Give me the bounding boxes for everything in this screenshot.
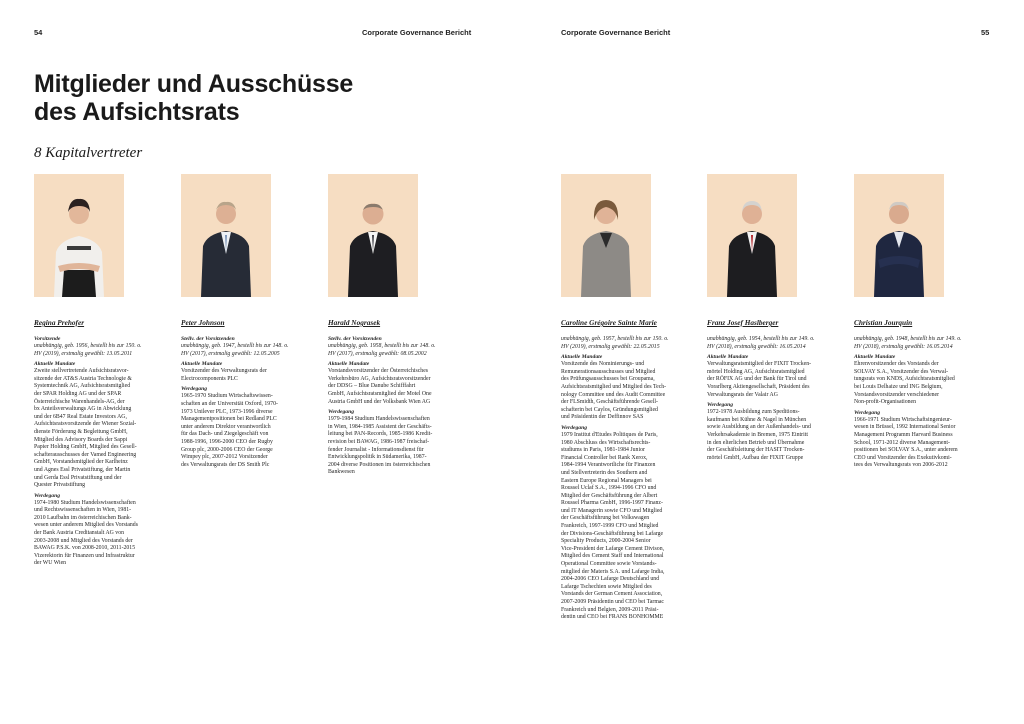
text-line: dentin und CEO bei FRANS BONHOMME [561,614,664,621]
text-line: Remunerationsausschusses und Mitglied [561,368,656,375]
member-portrait [707,174,797,297]
text-line: Systemtechnik AG, Aufsichtsratsmitglied [34,383,131,390]
member-name: Franz Josef Haslberger [707,318,779,327]
page-number-right: 55 [981,28,990,37]
member-card [34,174,146,571]
career-heading: Werdegang [561,424,587,431]
career-heading: Werdegang [328,409,354,416]
text-line: Vorsitzende des Nominierungs- und [561,361,645,368]
text-line: Mitglied des Cement Staff und International [561,553,664,560]
career-heading: Werdegang [854,409,880,416]
text-line: der DDSG – Blue Danube Schifffahrt [328,383,416,390]
member-meta [561,336,673,351]
member-role: Stellv. der Vorsitzenden [328,336,382,342]
text-line: nology Committee und des Audit Committee [561,391,666,398]
text-line: Entwicklungspolitik in Südamerika, 1987- [328,454,427,461]
mandates-text [854,361,966,407]
text-line: Roussel Uclaf S.A., 1994-1996 CFO und [561,485,657,492]
career-text [34,500,146,568]
text-line: in den elterlichen Betrieb und Übernahme [707,439,805,446]
text-line: Bankwesen [328,469,355,476]
mandates-text [328,368,440,406]
portrait-figure [707,174,797,297]
meta-line: HV (2017), erstmalig gewählt: 12.05.2005 [181,350,280,357]
text-line: positionen bei SOLVAY S.A., unter anderem [854,447,958,454]
text-line: Non-profit-Organisationen [854,399,917,406]
career-text [181,393,293,469]
text-line: Verwaltungsratsmitglied der FIXIT Trocken- [707,361,812,368]
text-line: Mitglied der Geschäftsführung der Albert [561,492,658,499]
member-card [181,174,293,472]
meta-line: unabhängig, geb. 1957, bestellt bis zur 150. o. [561,336,669,342]
portrait-figure [181,174,271,297]
page-title-line2: des Aufsichtsrats [34,98,240,126]
member-card [561,174,673,625]
text-line: des Verwaltungsrats der DS Smith Plc [181,461,270,468]
text-line: Vorarlberg Aktiengesellschaft, Präsident des [707,383,810,390]
meta-line: unabhängig, geb. 1947, bestellt bis zur 148. o. [181,343,289,349]
mandates-text [34,368,146,490]
text-line: Österreichische Warenhandels-AG, der [34,398,125,405]
career-heading: Werdegang [707,402,733,409]
member-name: Regina Prehofer [34,318,85,327]
text-line: der Bank Austria Creditanstalt AG von [34,530,124,537]
mandates-heading: Aktuelle Mandate [34,361,76,368]
text-line: mitglied der Materis S.A. und Lafarge India, [561,568,665,575]
text-line: leitung bei PAN-Records, 1985-1986 Kredit- [328,431,433,438]
mandates-text [707,361,819,399]
meta-line: HV (2018), erstmalig gewählt: 16.05.2014 [707,343,806,350]
text-line: der FLSmidth, Geschäftsführende Gesell- [561,399,658,406]
meta-line: HV (2017), erstmalig gewählt: 08.05.2002 [328,350,427,357]
text-line: GmbH, Aufsichtsratsmitglied der Motel One [328,390,432,397]
text-line: Aufsichtsratsvorsitzende der Wiener Sozial- [34,421,137,428]
text-line: 2007-2009 Präsidentin und CEO bei Tarmac [561,599,665,605]
text-line: 2010 Laufbahn im österreichischen Bank- [34,514,132,521]
text-line: 1980 Abschluss des Wirtschaftsrechts- [561,439,651,446]
text-line: School, 1971-2012 diverse Management- [854,439,950,446]
text-line: mörtel GmbH, Aufbau der FIXIT Gruppe [707,454,804,461]
text-line: Verkehrsakademie in Bremen, 1975 Eintritt [707,431,808,438]
text-line: Vorsitzender des Verwaltungsrats der [181,368,267,375]
portrait-figure [328,174,418,297]
page-title-line1: Mitglieder und Ausschüsse [34,70,354,98]
text-line: der Geschäftsleitung der HASIT Trocken- [707,447,805,454]
text-line: BAWAG P.S.K. von 2008-2010, 2011-2015 [34,545,136,552]
text-line: in Wien, 1984-1985 Assistent der Geschäfts- [328,423,432,430]
meta-line: HV (2019), erstmalig gewählt: 22.05.2015 [561,343,660,350]
text-line: wesen unter anderem Mitglied des Vorstands [34,522,138,529]
text-line: unter anderem Direktor verantwortlich [181,423,271,430]
text-line: 1972-1978 Ausbildung zum Speditions- [707,409,800,416]
text-line: und Gerda Essl Privatstiftung und der [34,474,122,481]
text-line: Frankreich und Belgien, 2009-2011 Präsi- [561,606,659,613]
text-line: 1965-1970 Studium Wirtschaftswissen- [181,393,273,400]
member-portrait [328,174,418,297]
text-line: schaften an der Universität Oxford, 1970- [181,400,278,407]
text-line: Aufsichtsratsmitglied und Mitglied des Tech- [561,383,667,390]
text-line: Vorstandsvorsitzender der Österreichisches [328,368,429,375]
mandates-heading: Aktuelle Mandate [854,354,896,361]
text-line: Operational Committee sowie Vorstands- [561,561,657,568]
text-line: für das Dach- und Ziegelgeschäft von [181,431,269,438]
text-line: Electrocomponents PLC [181,375,238,382]
career-text [561,432,673,622]
text-line: SOLVAY S.A., Vorsitzender des Verwal- [854,368,949,375]
career-text [707,409,819,462]
text-line: und der 6B47 Real Estate Investors AG, [34,413,127,420]
text-line: studiums in Paris, 1981-1984 Junior [561,447,645,454]
portrait-figure [561,174,651,297]
text-line: Vorstandsvorsitzender verschiedener [854,391,940,398]
text-line: und Agnes Essl Privatstiftung, der Martin [34,466,131,473]
text-line: dienste Förderung & Begleitung GmbH, [34,428,128,435]
text-line: Verkehrsbüro AG, Aufsichtsratsvorsitzender [328,375,431,382]
text-line: Wimpey plc, 2007-2012 Vorsitzender [181,454,268,461]
mandates-heading: Aktuelle Mandate [561,354,603,361]
member-name: Harald Nograsek [328,318,381,327]
member-role: Vorsitzende [34,336,61,342]
running-header-left: Corporate Governance Bericht [362,28,472,37]
text-line: sitzende der AT&S Austria Technologie & [34,375,132,382]
text-line: Vizerektorin für Finanzen und Infrastruktur [34,552,135,559]
member-portrait [561,174,651,297]
text-line: bx Anteilsverwaltungs AG in Abwicklung [34,406,132,413]
text-line: 1979-1984 Studium Handelswissenschaften [328,416,430,423]
text-line: der WU Wien [34,560,67,567]
member-name: Caroline Grégoire Sainte Marie [561,318,657,327]
text-line: Roussel Pharma GmbH, 1996-1997 Finanz- [561,500,663,507]
text-line: Management Programm Harvard Business [854,431,953,438]
meta-line: unabhängig, geb. 1958, bestellt bis zur 148. o. [328,343,436,349]
text-line: Ehrenvorsitzender des Vorstands der [854,361,939,368]
mandates-heading: Aktuelle Mandate [328,361,370,368]
text-line: 1979 Institut d'Etudes Politiques de Paris, [561,431,658,438]
text-line: Frankreich, 1997-1999 CFO und Mitglied [561,523,659,530]
text-line: revision bei BAWAG, 1986-1987 freischaf- [328,438,430,445]
member-role: Stellv. der Vorsitzenden [181,336,235,342]
member-card [328,174,440,480]
mandates-heading: Aktuelle Mandate [707,354,749,361]
text-line: Quester Privatstiftung [34,482,86,489]
career-heading: Werdegang [34,492,60,499]
page-title [34,70,534,126]
member-portrait [181,174,271,297]
member-meta [854,336,966,351]
text-line: 1973 Unilever PLC, 1973-1996 diverse [181,408,273,415]
text-line: Mitglied des Advisory Boards der Sappi [34,436,128,443]
career-text [854,417,966,470]
text-line: und Stellvertreterin des Southern and [561,469,648,476]
text-line: schafterin bei Caylos, Gründungsmitglied [561,406,658,413]
text-line: 1966-1971 Studium Wirtschaftsingenieur- [854,416,952,423]
text-line: 1974-1980 Studium Handelswissenschaften [34,499,136,506]
text-line: tungsrats von KNDS, Aufsichtsratsmitglied [854,376,955,383]
text-line: der SPAR Holding AG und der SPAR [34,390,122,397]
text-line: der Geschäftsführung bei Volkswagen [561,515,650,522]
text-line: des Prüfungsausschusses bei Groupama, [561,376,655,383]
text-line: und Rechtswissenschaften in Wien, 1981- [34,507,132,514]
text-line: und Präsidentin der Deffinnov SAS [561,414,644,421]
text-line: 2004 diverse Positionen im österreichischen [328,461,431,468]
text-line: der RÖFIX AG und der Bank für Tirol und [707,376,807,383]
section-subtitle: 8 Kapitalvertreter [34,145,143,161]
career-heading: Werdegang [181,386,207,393]
member-meta [34,343,146,358]
page-number-left: 54 [34,28,43,37]
member-meta [181,343,293,358]
text-line: tees des Verwaltungsrats von 2006-2012 [854,462,948,469]
career-text [328,416,440,477]
meta-line: unabhängig, geb. 1956, bestellt bis zur 150. o. [34,343,142,349]
member-meta [328,343,440,358]
member-portrait [34,174,124,297]
text-line: fender Journalist - Informationsdienst für [328,446,424,453]
text-line: Financial Controller bei Rank Xerox, [561,454,648,461]
mandates-text [561,361,673,422]
text-line: Eastern Europe Regional Managers bei [561,477,652,484]
text-line: bei Louis Delhaize und ING Belgium, [854,383,943,390]
text-line: Group plc, 2000-2006 CEO der George [181,446,273,453]
mandates-text [181,368,293,383]
member-name: Christian Jourquin [854,318,913,327]
text-line: Verwaltungsrats der Valair AG [707,391,778,398]
meta-line: HV (2019), erstmalig gewählt: 13.05.2011 [34,350,133,357]
text-line: 2004-2006 CEO Lafarge Deutschland und [561,576,660,583]
text-line: mörtel Holding AG, Aufsichtsratsmitglied [707,368,805,375]
text-line: wesen in Brüssel, 1992 International Senior [854,424,956,431]
text-line: CEO und Vorsitzender des Exekutivkomi- [854,454,952,461]
running-header-right: Corporate Governance Bericht [561,28,671,37]
text-line: 2003-2008 und Mitglied des Vorstands der [34,537,133,544]
text-line: Vice-President der Lafarge Cement Divison, [561,545,665,552]
text-line: Papier Holding GmbH, Mitglied des Gesell- [34,444,137,451]
meta-line: HV (2018), erstmalig gewählt: 16.05.2014 [854,343,953,350]
portrait-figure [854,174,944,297]
text-line: der Divisions-Geschäftsführung bei Lafarge [561,530,664,537]
text-line: 1984-1994 Verantwortliche für Finanzen [561,462,656,469]
member-meta [707,336,819,351]
portrait-figure [34,174,124,297]
text-line: Vorstands der German Cement Association, [561,591,663,598]
text-line: Lafarge Tschechien sowie Mitglied des [561,583,652,590]
text-line: Managementpositionen bei Redland PLC [181,416,277,423]
text-line: sowie Ausbildung an der Außenhandels- und [707,424,811,431]
member-name: Peter Johnson [181,318,225,327]
member-card [854,174,966,473]
text-line: Zweite stellvertretende Aufsichtsratsvor- [34,368,129,375]
text-line: schafterausschusses der Vamed Engineering [34,451,137,458]
text-line: Austria GmbH und der Volksbank Wien AG [328,398,431,405]
text-line: Speciality Products, 2000-2004 Senior [561,538,651,545]
text-line: GmbH, Vorstandsmitglied der Karlheinz [34,459,128,466]
text-line: und IT Managerin sowie CFO und Mitglied [561,507,663,514]
member-card [707,174,819,465]
text-line: kaufmann bei Kühne & Nagel in München [707,416,807,423]
text-line: 1988-1996, 1996-2000 CEO der Rugby [181,438,273,445]
member-portrait [854,174,944,297]
meta-line: unabhängig, geb. 1948, bestellt bis zur 149. o. [854,336,962,342]
meta-line: unabhängig, geb. 1954, bestellt bis zur 149. o. [707,336,815,342]
mandates-heading: Aktuelle Mandate [181,361,223,368]
